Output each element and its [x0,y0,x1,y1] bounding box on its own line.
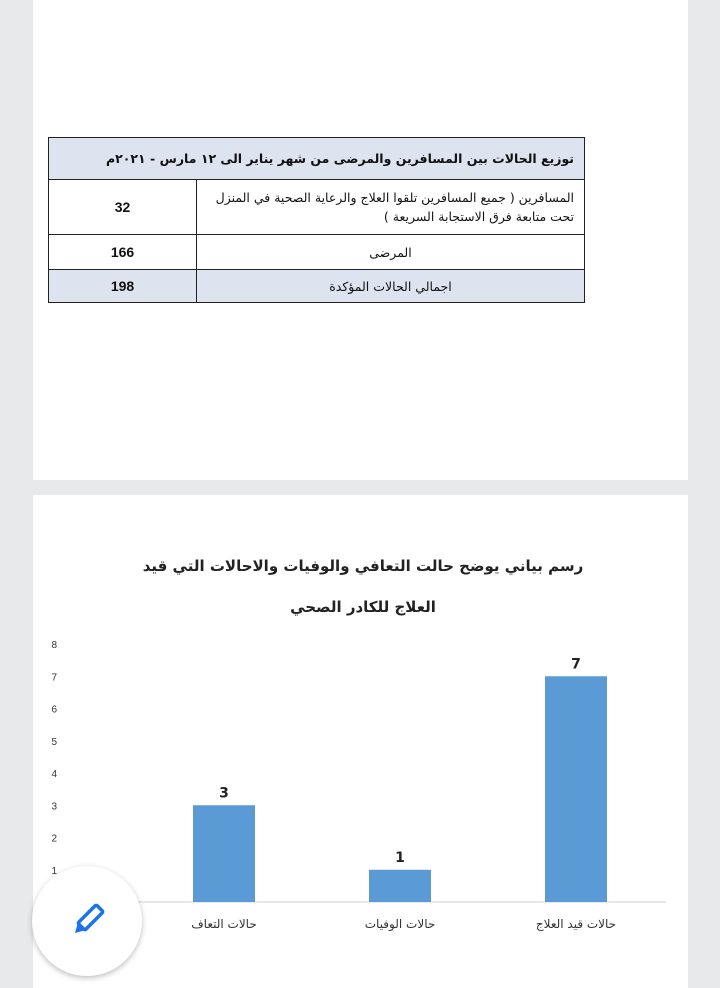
y-tick-label: 8 [51,640,57,651]
row-label-total: اجمالي الحالات المؤكدة [197,270,585,303]
data-label: 3 [219,785,229,802]
table-header-row [49,138,585,180]
row-value-total: 198 [49,270,197,303]
category-label: حالات الوفيات [364,917,436,931]
bar [193,805,255,902]
table-row [49,180,585,235]
category-label: حالات التعاف [191,917,257,931]
row-value-travelers: 32 [49,180,197,235]
row-label-travelers: المسافرين ( جميع المسافرين تلقوا العلاج والرعاية الصحية في المنزل تحت متابعة فرق الاستجابة السريعة ) [197,180,585,235]
cases-table [48,137,585,303]
y-tick-label: 3 [51,801,57,813]
data-label: 1 [395,849,405,866]
bar [369,870,431,902]
row-label-patients: المرضى [197,235,585,270]
row-value-patients: 166 [49,235,197,270]
table-title: توزيع الحالات بين المسافرين والمرضى من شهر يناير الى ١٢ مارس - ٢٠٢١م [49,138,585,180]
chart-title-line-1: رسم بياني يوضح حالت التعافي والوفيات والاحالات التي قيد [142,557,584,575]
data-label: 7 [571,656,581,673]
edit-fab-button[interactable] [32,866,142,976]
y-tick-label: 6 [51,704,57,716]
table-row [49,235,585,270]
y-tick-label: 7 [51,672,57,684]
document-page-1 [33,0,688,480]
category-label: حالات قيد العلاج [535,917,617,931]
y-tick-label: 1 [51,865,57,877]
table-total-row [49,270,585,303]
bar [545,676,607,902]
y-tick-label: 2 [51,833,57,845]
y-tick-label: 4 [51,769,57,780]
pencil-icon [67,901,107,941]
chart-title-line-2: العلاج للكادر الصحي [290,598,436,616]
y-tick-label: 5 [51,736,57,748]
